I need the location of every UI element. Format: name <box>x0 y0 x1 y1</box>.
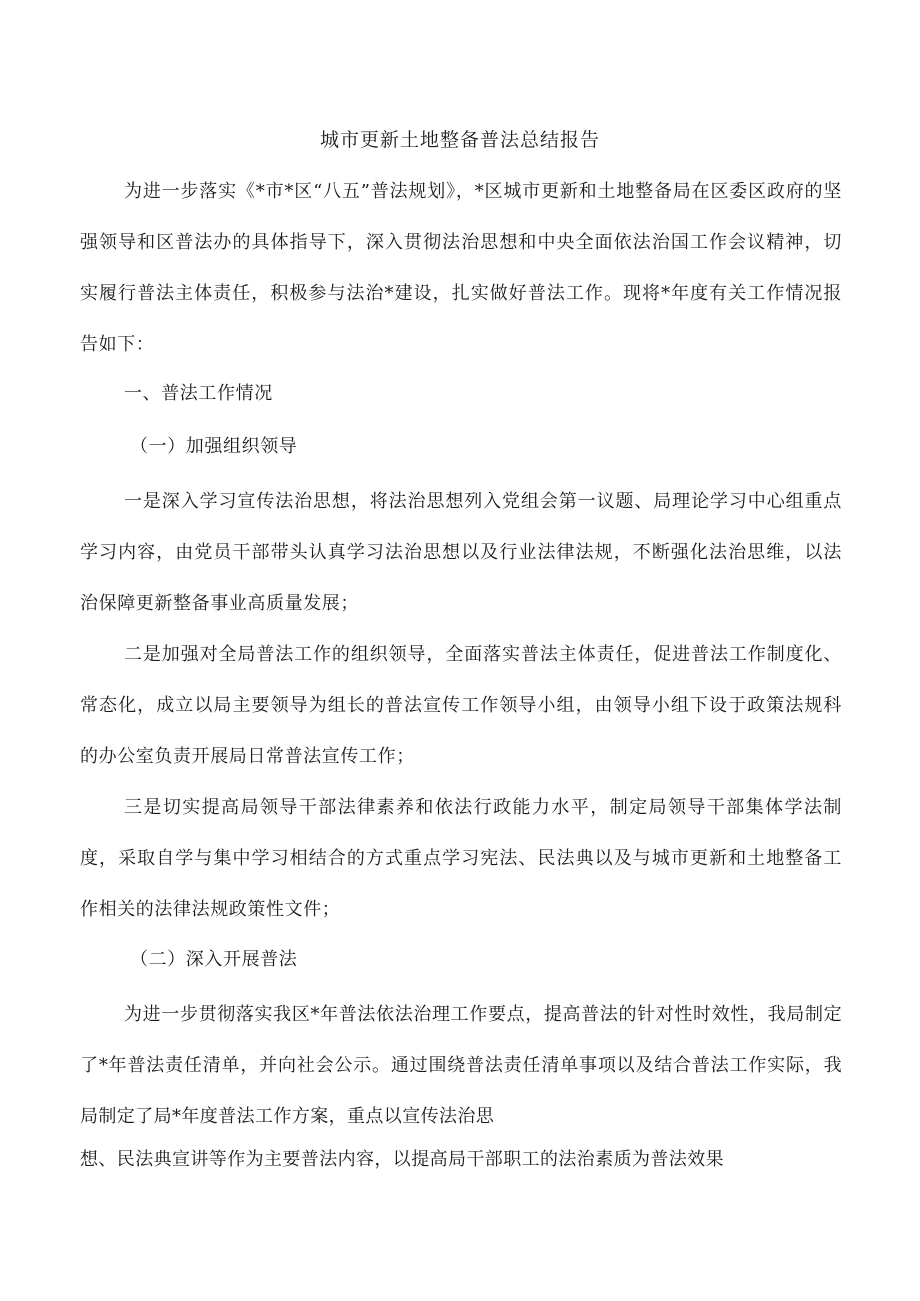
paragraph-two: 二是加强对全局普法工作的组织领导，全面落实普法主体责任，促进普法工作制度化、常态化，成立以局主要领导为组长的普法宣传工作领导小组，由领导小组下设于政策法规科的办公室负责开展局日常普法宣传工作； <box>80 644 842 767</box>
intro-paragraph: 为进一步落实《*市*区“八五”普法规划》，*区城市更新和土地整备局在区委区政府的坚强领导和区普法办的具体指导下，深入贯彻法治思想和中央全面依法治国工作会议精神，切实履行普法主体责任，积极参与法治*建设，扎实做好普法工作。现将*年度有关工作情况报告如下： <box>80 181 842 355</box>
document-title: 城市更新土地整备普法总结报告 <box>319 129 600 151</box>
paragraph-three: 三是切实提高局领导干部法律素养和依法行政能力水平，制定局领导干部集体学法制度，采取自学与集中学习相结合的方式重点学习宪法、民法典以及与城市更新和土地整备工作相关的法律法规政策性文件； <box>80 797 842 920</box>
sub-heading-2: （二）深入开展普法 <box>130 949 298 970</box>
section-heading-1: 一、普法工作情况 <box>124 383 273 404</box>
paragraph-four: 为进一步贯彻落实我区*年普法依法治理工作要点，提高普法的针对性时效性，我局制定了*年普法责任清单，并向社会公示。通过围绕普法责任清单事项以及结合普法工作实际，我局制定了局*年度普法工作方案，重点以宣传法治思 <box>80 1004 842 1127</box>
paragraph-four-continuation: 想、民法典宣讲等作为主要普法内容，以提高局干部职工的法治素质为普法效果 <box>80 1149 724 1170</box>
sub-heading-1: （一）加强组织领导 <box>130 436 298 457</box>
paragraph-one: 一是深入学习宣传法治思想，将法治思想列入党组会第一议题、局理论学习中心组重点学习内容，由党员干部带头认真学习法治思想以及行业法律法规，不断强化法治思维，以法治保障更新整备事业高质量发展； <box>80 491 842 614</box>
